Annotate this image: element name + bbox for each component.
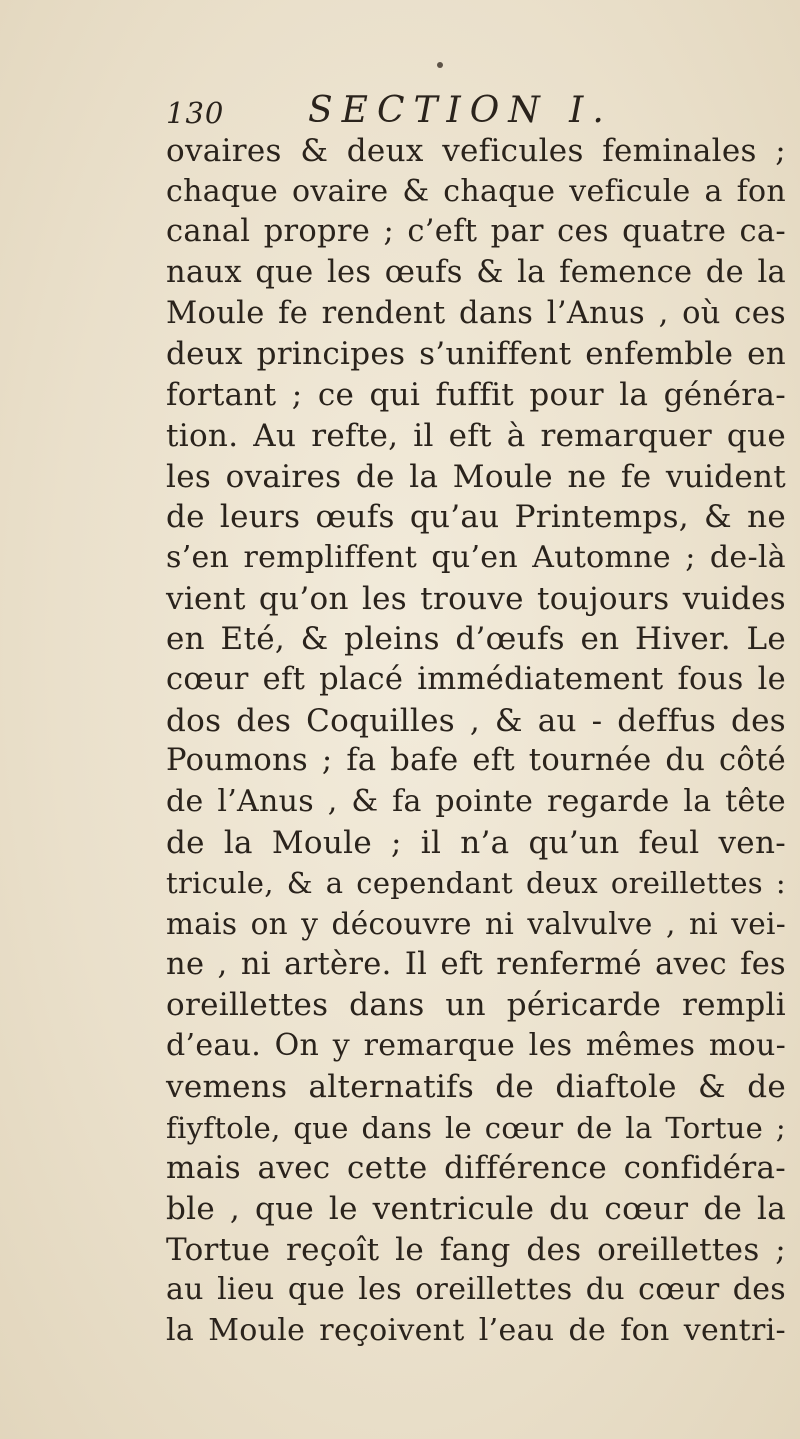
text-line: les ovaires de la Moule ne fe vuident <box>166 458 786 495</box>
text-line: ne , ni artère. Il eft renfermé avec fes <box>166 946 786 982</box>
text-line: de la Moule ; il n’a qu’un feul ven- <box>166 824 786 861</box>
text-line: vemens alternatifs de diaftole & de <box>166 1068 786 1105</box>
body-text <box>166 131 786 1352</box>
text-line: Poumons ; fa bafe eft tournée du côté <box>166 743 786 779</box>
text-line: Tortue reçoît le fang des oreillettes ; <box>166 1231 786 1268</box>
text-line: la Moule reçoivent l’eau de fon ventri- <box>166 1312 786 1348</box>
text-line: dos des Coquilles , & au - deffus des <box>166 702 786 739</box>
text-line: mais on y découvre ni valvulve , ni vei- <box>166 907 786 942</box>
text-line: Moule fe rendent dans l’Anus , où ces <box>166 295 786 331</box>
ink-speck <box>437 62 443 68</box>
text-line: s’en rempliffent qu’en Automne ; de-là <box>166 539 786 575</box>
page-number: 130 <box>166 96 225 130</box>
text-line: fiyftole, que dans le cœur de la Tortue ; <box>166 1110 786 1145</box>
text-line: canal propre ; c’eft par ces quatre ca- <box>166 214 786 250</box>
text-line: tion. Au refte, il eft à remarquer que <box>166 417 786 454</box>
text-line: d’eau. On y remarque les mêmes mou- <box>166 1028 786 1064</box>
text-line: cœur eft placé immédiatement fous le <box>166 661 786 697</box>
text-line: vient qu’on les trouve toujours vuides <box>166 580 786 617</box>
text-line: chaque ovaire & chaque veficule a fon <box>166 173 786 209</box>
text-line: oreillettes dans un péricarde rempli <box>166 987 786 1024</box>
text-line: fortant ; ce qui fuffit pour la généra- <box>166 377 786 414</box>
text-line: de l’Anus , & fa pointe regarde la tête <box>166 784 786 819</box>
text-line: naux que les œufs & la femence de la <box>166 255 786 291</box>
text-line: tricule, & a cependant deux oreillettes : <box>166 866 786 901</box>
text-line: mais avec cette différence confidéra- <box>166 1150 786 1187</box>
running-head: SECTION I. <box>308 90 613 131</box>
text-line: au lieu que les oreillettes du cœur des <box>166 1272 786 1308</box>
text-line: ble , que le ventricule du cœur de la <box>166 1190 786 1227</box>
text-line: de leurs œufs qu’au Printemps, & ne <box>166 499 786 536</box>
text-line: en Eté, & pleins d’œufs en Hiver. Le <box>166 621 786 658</box>
page-header <box>166 90 766 134</box>
text-line: ovaires & deux veficules feminales ; <box>166 133 786 169</box>
text-line: deux principes s’uniffent enfemble en <box>166 336 786 373</box>
